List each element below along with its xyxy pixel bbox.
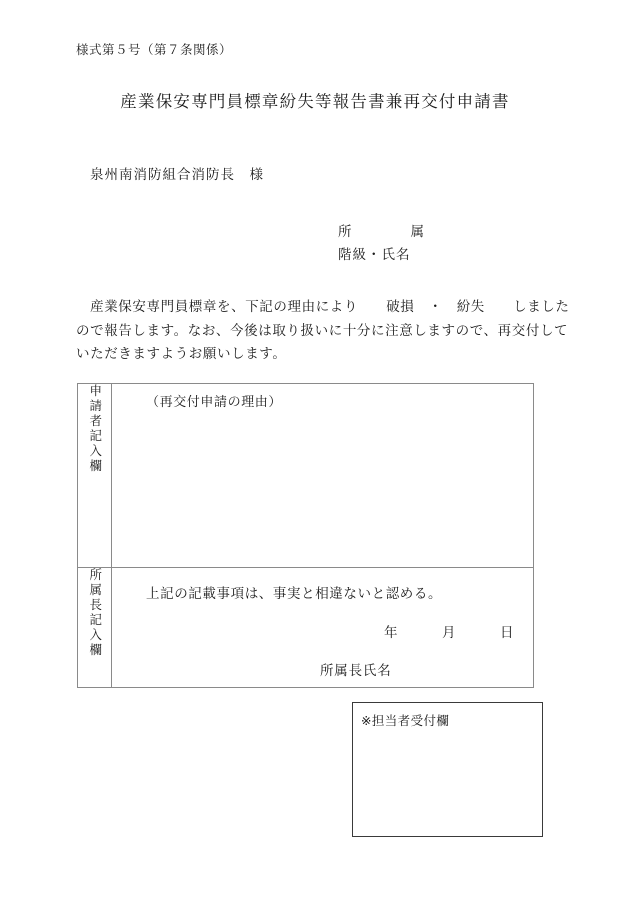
applicant-reason-cell[interactable] <box>112 384 534 568</box>
chief-statement: 上記の記載事項は、事実と相違ないと認める。 <box>146 586 443 602</box>
table-row-applicant <box>78 384 534 568</box>
body-paragraph <box>76 296 570 367</box>
reason-label: （再交付申請の理由） <box>146 395 283 410</box>
addressee-line: 泉州南消防組合消防長 様 <box>90 167 264 183</box>
rank-name-label: 階級・氏名 <box>338 247 411 263</box>
chief-vertical-label: 所属長記入欄 <box>87 568 103 658</box>
receipt-box-label: ※担当者受付欄 <box>361 713 450 728</box>
affiliation-label: 所 属 <box>338 224 425 240</box>
body-line-2: ので報告します。なお、今後は取り扱いに十分に注意しますので、再交付して <box>76 322 569 339</box>
chief-label-cell <box>78 568 112 688</box>
chief-content-cell[interactable] <box>112 568 534 688</box>
body-line-3: いただきますようお願いします。 <box>76 346 287 362</box>
body-line-1: 産業保安専門員標章を、下記の理由により 破損 ・ 紛失 しました <box>76 299 570 315</box>
form-table <box>77 383 534 688</box>
chief-date-line[interactable]: 年 月 日 <box>384 625 515 641</box>
chief-name-label[interactable]: 所属長氏名 <box>320 663 392 679</box>
applicant-label-cell <box>78 384 112 568</box>
submitter-fields <box>338 221 425 267</box>
form-number: 様式第５号（第７条関係） <box>76 42 233 57</box>
table-row-chief <box>78 568 534 688</box>
page-title: 産業保安専門員標章紛失等報告書兼再交付申請書 <box>120 92 510 111</box>
receipt-box[interactable] <box>352 702 543 837</box>
applicant-vertical-label: 申請者記入欄 <box>87 384 103 474</box>
